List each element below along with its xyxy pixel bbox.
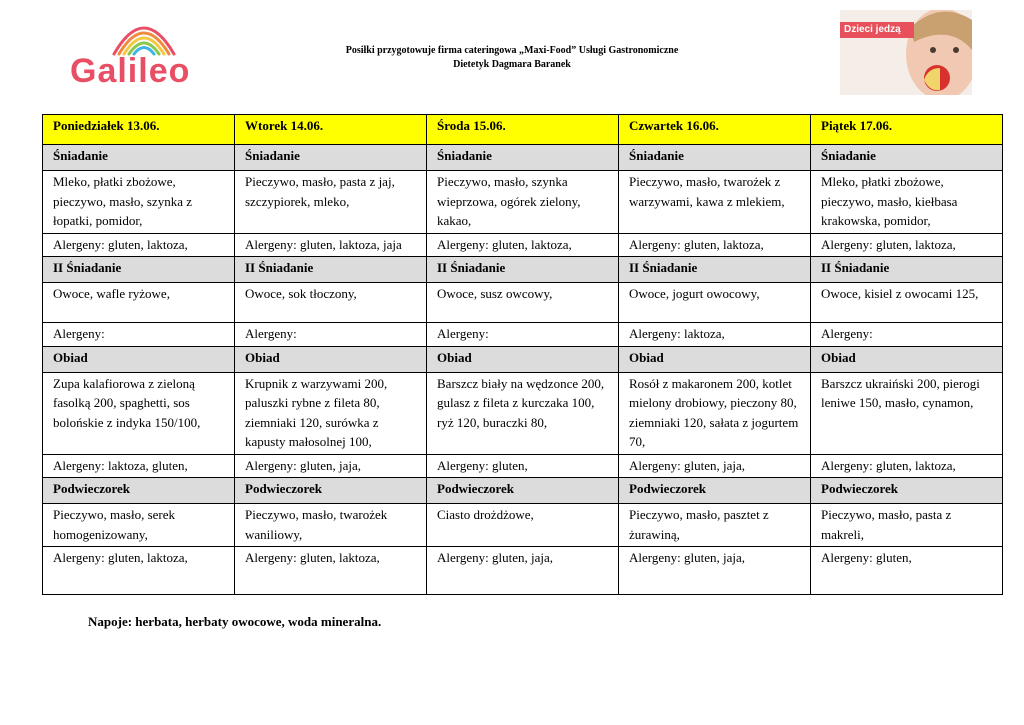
meal-name: Śniadanie [811,145,1003,171]
meal-items: Zupa kalafiorowa z zieloną fasolką 200, spaghetti, sos bolońskie z indyka 150/100, [43,372,235,454]
allergens: Alergeny: gluten, laktoza, [427,233,619,257]
meal-name: Obiad [43,346,235,372]
meal-header-row [43,346,1003,372]
allergens-row [43,323,1003,347]
meal-items: Pieczywo, masło, pasta z makreli, [811,504,1003,547]
meal-name: Śniadanie [427,145,619,171]
header-line-1: Posiłki przygotowuje firma cateringowa „Maxi-Food” Usługi Gastronomiczne [345,45,679,56]
allergens: Alergeny: gluten, laktoza, [43,547,235,595]
meal-name: II Śniadanie [43,257,235,283]
meal-items: Mleko, płatki zbożowe, pieczywo, masło, szynka z łopatki, pomidor, [43,171,235,234]
drinks-note: Napoje: herbata, herbaty owocowe, woda mineralna. [88,614,382,629]
meal-items: Pieczywo, masło, pasztet z żurawiną, [619,504,811,547]
meal-items: Pieczywo, masło, twarożek z warzywami, kawa z mlekiem, [619,171,811,234]
allergens: Alergeny: gluten, jaja, [619,547,811,595]
allergens: Alergeny: gluten, laktoza, [235,547,427,595]
allergens: Alergeny: laktoza, gluten, [43,454,235,478]
allergens-row [43,547,1003,595]
allergens: Alergeny: gluten, laktoza, [43,233,235,257]
day-header: Piątek 17.06. [811,115,1003,145]
allergens: Alergeny: gluten, laktoza, [811,233,1003,257]
allergens: Alergeny: laktoza, [619,323,811,347]
allergens: Alergeny: [43,323,235,347]
meal-header-row [43,257,1003,283]
day-header: Czwartek 16.06. [619,115,811,145]
meal-name: II Śniadanie [235,257,427,283]
header-line-2: Dietetyk Dagmara Baranek [453,59,571,70]
meal-items-row [43,372,1003,454]
photo-badge: Dzieci jedzą [840,22,914,38]
meal-name: II Śniadanie [811,257,1003,283]
allergens: Alergeny: [811,323,1003,347]
meal-header-row [43,478,1003,504]
meal-items: Owoce, jogurt owocowy, [619,283,811,323]
meal-name: Podwieczorek [427,478,619,504]
meal-items: Pieczywo, masło, pasta z jaj, szczypiorek, mleko, [235,171,427,234]
meal-name: Obiad [235,346,427,372]
child-eating-photo [840,10,972,95]
meal-name: II Śniadanie [427,257,619,283]
allergens: Alergeny: gluten, laktoza, [619,233,811,257]
day-header: Środa 15.06. [427,115,619,145]
meal-name: II Śniadanie [619,257,811,283]
weekly-menu-table [42,114,1003,595]
meal-items-row [43,504,1003,547]
meal-items: Pieczywo, masło, szynka wieprzowa, ogórek zielony, kakao, [427,171,619,234]
meal-items: Mleko, płatki zbożowe, pieczywo, masło, kiełbasa krakowska, pomidor, [811,171,1003,234]
meal-items: Owoce, kisiel z owocami 125, [811,283,1003,323]
allergens-row [43,454,1003,478]
allergens: Alergeny: gluten, laktoza, [811,454,1003,478]
allergens: Alergeny: [235,323,427,347]
meal-name: Podwieczorek [235,478,427,504]
meal-items: Owoce, susz owcowy, [427,283,619,323]
meal-name: Obiad [811,346,1003,372]
allergens: Alergeny: gluten, jaja, [619,454,811,478]
days-header-row [43,115,1003,145]
meal-items: Rosół z makaronem 200, kotlet mielony drobiowy, pieczony 80, ziemniaki 120, sałata z jogurtem 70, [619,372,811,454]
meal-name: Obiad [619,346,811,372]
allergens: Alergeny: gluten, laktoza, jaja [235,233,427,257]
allergens: Alergeny: gluten, jaja, [427,547,619,595]
allergens: Alergeny: gluten, [427,454,619,478]
meal-items: Pieczywo, masło, serek homogenizowany, [43,504,235,547]
meal-name: Śniadanie [235,145,427,171]
logo-text: Galileo [70,52,191,90]
day-header: Poniedziałek 13.06. [43,115,235,145]
meal-items: Barszcz biały na wędzonce 200, gulasz z fileta z kurczaka 100, ryż 120, buraczki 80, [427,372,619,454]
allergens: Alergeny: [427,323,619,347]
meal-items: Pieczywo, masło, twarożek waniliowy, [235,504,427,547]
allergens: Alergeny: gluten, jaja, [235,454,427,478]
meal-header-row [43,145,1003,171]
meal-items-row [43,171,1003,234]
meal-items-row [43,283,1003,323]
meal-name: Podwieczorek [811,478,1003,504]
meal-items: Barszcz ukraiński 200, pierogi leniwe 150, masło, cynamon, [811,372,1003,454]
allergens-row [43,233,1003,257]
meal-name: Podwieczorek [43,478,235,504]
day-header: Wtorek 14.06. [235,115,427,145]
meal-items: Owoce, sok tłoczony, [235,283,427,323]
meal-items: Krupnik z warzywami 200, paluszki rybne z fileta 80, ziemniaki 120, surówka z kapusty małosolnej 100, [235,372,427,454]
meal-items: Ciasto drożdżowe, [427,504,619,547]
meal-items: Owoce, wafle ryżowe, [43,283,235,323]
meal-name: Śniadanie [43,145,235,171]
allergens: Alergeny: gluten, [811,547,1003,595]
meal-name: Śniadanie [619,145,811,171]
meal-name: Obiad [427,346,619,372]
meal-name: Podwieczorek [619,478,811,504]
